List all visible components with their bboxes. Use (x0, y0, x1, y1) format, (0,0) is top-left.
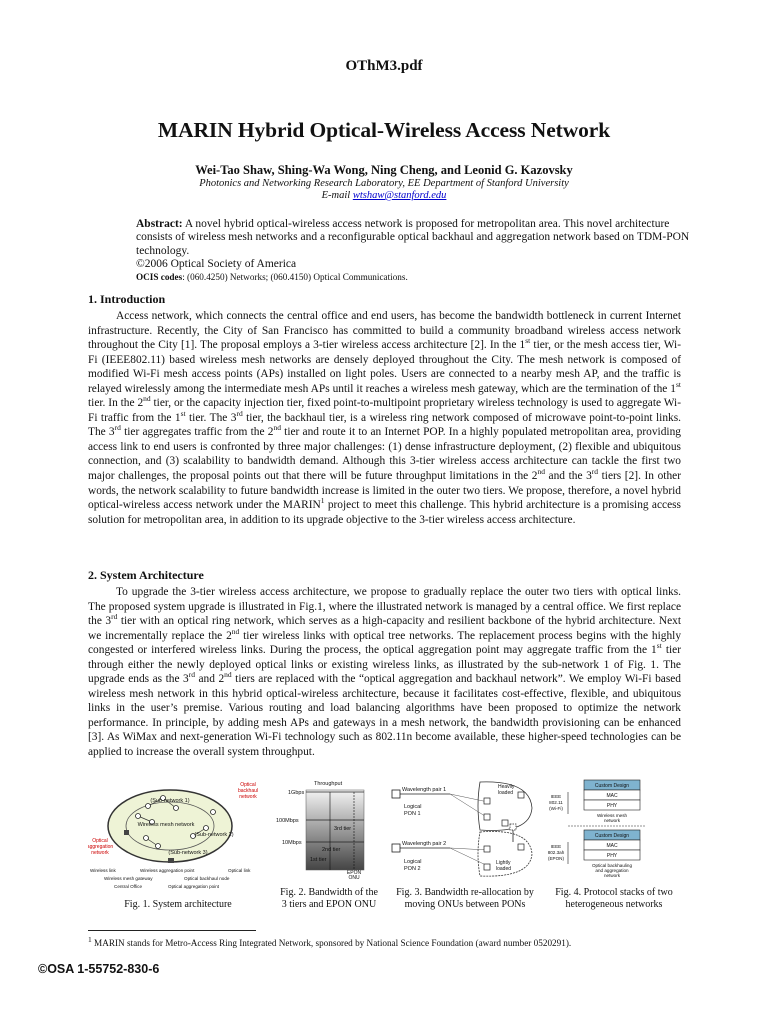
fig1-legend-wireless-aggregation: Wireless aggregation point (140, 868, 195, 873)
fig4-caption-line-1: Fig. 4. Protocol stacks of two (555, 887, 673, 898)
svg-text:PHY: PHY (606, 803, 618, 809)
fig1-sub1-label: (Sub-network 1) (150, 798, 190, 804)
figure-4-diagram (546, 778, 682, 880)
architecture-paragraph: To upgrade the 3-tier wireless access architecture, we propose to gradually replace the outer two tiers with optical links. The proposed system upgrade is illustrated in Fig.1, where the illustrated network is managed by a central office. We first replace the 3rd tier with an optical ring network, which serves as a high-capacity and resilient backbone of the hybrid architecture. Next we incrementally replace the 2nd tier wireless links with optical tree networks. The replacement process begins with the highly congested or interfered wireless links. During the process, the optical aggregation point may aggregate traffic from the 1st tier through either the newly deployed optical links or existing wireless links, as illustrated by the sub-network 1 of Fig. 1. The upgrade ends as the 3rd and 2nd tiers are replaced with the “optical aggregation and backhaul network”. We employ Wi-Fi based wireless mesh network in this hybrid optical-wireless architecture, because it facilitates cost-effective, flexible, and ubiquitous links in the user’s premise. Various routing and load balancing algorithms have been proposed to optimize the network performance. In principle, by adding mesh APs and gateways in a mesh network, the bandwidth provisioning can be enhanced [3]. As WiMax and next-generation Wi-Fi technology such as 802.11n become available, these higher-speed technologies can be applied to increase the overall system throughput. (88, 586, 682, 759)
section-heading-system-architecture: 2. System Architecture (88, 568, 204, 582)
ocis-label: OCIS codes (136, 272, 183, 283)
fig3-heavy-b: loaded (498, 790, 514, 796)
svg-text:and aggregation: and aggregation (595, 868, 629, 873)
fig1-legend-optical-aggregation: Optical aggregation point (168, 884, 220, 889)
footnote-text: MARIN stands for Metro-Access Ring Integrated Network, sponsored by National Science Foundation (award number 0520291). (91, 938, 572, 948)
fig1-aggregation-label-3: network (91, 850, 109, 856)
fig2-onu-label-2: ONU (348, 875, 360, 880)
figure-1 (88, 778, 268, 908)
fig3-pon1-b: PON 1 (404, 811, 421, 817)
fig1-legend-central-office: Central Office (114, 884, 142, 889)
svg-text:(EPON): (EPON) (547, 856, 565, 861)
fig3-pon1-a: Logical (404, 804, 422, 810)
fig1-backhaul-label-1: Optical (240, 782, 256, 788)
fig3-heavy-a: Heavily (498, 784, 515, 790)
fig2-tick-100mbps: 100Mbps (276, 818, 299, 824)
fig4-stack-1 (549, 780, 640, 823)
svg-text:Optical backhauling: Optical backhauling (591, 863, 633, 868)
svg-text:(Wi-Fi): (Wi-Fi) (549, 806, 563, 811)
fig2-caption-line-1: Fig. 2. Bandwidth of the (280, 887, 378, 898)
fig3-pon2-b: PON 2 (404, 866, 421, 872)
svg-text:PHY: PHY (606, 853, 618, 859)
svg-text:IEEE: IEEE (550, 844, 562, 849)
svg-text:Custom Design: Custom Design (594, 833, 630, 839)
figure-1-caption: Fig. 1. System architecture (124, 899, 232, 910)
fig3-pon2-a: Logical (404, 859, 422, 865)
fig2-onu-label-1: EPON (346, 870, 362, 876)
paper-authors: Wei-Tao Shaw, Shing-Wa Wong, Ning Cheng, and Leonid G. Kazovsky (195, 163, 573, 177)
fig1-legend-mesh-gateway: Wireless mesh gateway (104, 876, 153, 881)
fig2-tick-1gbps: 1Gbps (288, 790, 305, 796)
figure-2 (274, 778, 384, 908)
fig3-caption-line-1: Fig. 3. Bandwidth re-allocation by (396, 887, 534, 898)
introduction-body (88, 309, 681, 527)
svg-text:IEEE: IEEE (550, 794, 562, 799)
figure-3 (390, 778, 540, 908)
figure-2-caption (274, 887, 384, 910)
fig3-wp2: Wavelength pair 2 (402, 841, 447, 847)
svg-text:Wireless mesh: Wireless mesh (596, 813, 628, 818)
fig2-ylabel: Throughput (314, 781, 343, 787)
paper-affiliation: Photonics and Networking Research Laboratory, EE Department of Stanford University (199, 178, 569, 189)
figure-4 (546, 778, 682, 908)
fig1-legend-wireless-link: Wireless link (90, 868, 116, 873)
fig3-light-b: loaded (496, 866, 512, 872)
svg-text:MAC: MAC (606, 843, 618, 849)
osa-code: ©OSA 1-55752-830-6 (38, 962, 160, 976)
footnote (88, 934, 572, 948)
fig3-caption-line-2: moving ONUs between PONs (404, 898, 526, 910)
fig1-sub3-label: (Sub-network 3) (168, 850, 208, 856)
fig2-tier-1st: 1st tier (310, 857, 327, 863)
footnote-mark: 1 (88, 934, 92, 944)
figure-4-caption (546, 887, 682, 910)
paper-email-line (0, 190, 768, 201)
section-heading-introduction: 1. Introduction (88, 292, 166, 306)
svg-text:MAC: MAC (606, 793, 618, 799)
fig1-aggregation-label-2: aggregation (88, 844, 114, 850)
ocis-text: : (060.4250) Networks; (060.4150) Optical Communications. (182, 272, 408, 283)
fig3-wp1: Wavelength pair 1 (402, 787, 447, 793)
abstract (136, 218, 698, 284)
figure-3-caption (390, 887, 540, 910)
abstract-paragraph (136, 218, 698, 258)
email-prefix: E-mail (321, 190, 353, 201)
figure-3-diagram (390, 778, 540, 880)
ocis-codes (136, 271, 698, 284)
svg-text:802.11: 802.11 (549, 800, 563, 805)
fig4-stack-2 (548, 830, 640, 878)
fig3-light-a: Lightly (496, 860, 511, 866)
figure-1-diagram (88, 778, 268, 890)
fig1-mesh-label: Wireless mesh network (137, 822, 195, 828)
fig1-backhaul-label-3: network (239, 794, 257, 800)
fig2-caption-line-2: 3 tiers and EPON ONU (281, 898, 377, 910)
svg-text:802.3ah: 802.3ah (547, 850, 565, 855)
abstract-text: A novel hybrid optical-wireless access network is proposed for metropolitan area. This novel architecture consists of wireless mesh networks and a reconfigurable optical backhaul and aggregation network based on TDM-PON technology. (136, 218, 690, 257)
svg-text:network: network (603, 873, 621, 878)
fig1-legend-backhaul-node: Optical backhaul node (184, 876, 230, 881)
fig1-sub2-label: (Sub-network 2) (194, 832, 234, 838)
fig1-aggregation-label-1: Optical (92, 838, 108, 844)
fig2-tier-3rd: 3rd tier (334, 826, 352, 832)
fig2-tier-2nd: 2nd tier (322, 847, 341, 853)
fig1-backhaul-label-2: backhaul (237, 788, 259, 794)
fig1-legend-optical-link: Optical link (228, 868, 251, 873)
fig4-caption-line-2: heterogeneous networks (565, 898, 663, 910)
introduction-paragraph: Access network, which connects the central office and end users, has become the bandwidth bottleneck in current Internet infrastructure. Recently, the City of San Francisco has committed to build a community broadband wireless access network throughout the City [1]. The proposal employs a 3-tier wireless access architecture [2]. In the 1st tier, or the mesh access tier, Wi-Fi (IEEE802.11) based wireless mesh networks are densely deployed throughout the City. The mesh network is composed of modified Wi-Fi mesh access points (APs) installed on light poles. Users are connected to a nearby mesh AP, and the traffic is relayed wirelessly among the intermediate mesh APs until it reaches a wireless mesh gateway, which are the termination of the 1st tier. In the 2nd tier, or the capacity injection tier, fixed point-to-multipoint proprietary wireless technology is used to aggregate Wi-Fi traffic from the 1st tier. The 3rd tier, the backhaul tier, is a wireless ring network composed of microwave point-to-point links. The 3rd tier aggregates traffic from the 2nd tier and route it to an Internet POP. In a highly populated metropolitan area, providing access link to end users is confronted by three major challenges: (1) dense infrastructure deployment, (2) flexible and ubiquitous connection, and (3) scalability to bandwidth demand. Although this 3-tier wireless access architecture can tackle the first two major challenges, the proposal points out that there will be future throughput limitations in the 2nd and the 3rd tiers [2]. In other words, the network scalability to future bandwidth increase is limited in the outer two tiers. We propose, therefore, a novel hybrid optical-wireless access network under the MARIN$^1$ project to meet this challenge. This hybrid architecture is a promising access solution for metropolitan area, in addition to its upgrade objective to the 3-tier wireless access architecture. (88, 310, 681, 526)
svg-text:Custom Design: Custom Design (594, 783, 630, 789)
pdf-filename: OThM3.pdf (345, 58, 423, 74)
footnote-rule (88, 930, 256, 931)
architecture-body (88, 585, 681, 760)
abstract-copyright: ©2006 Optical Society of America (136, 257, 297, 270)
figure-2-chart (274, 778, 384, 880)
paper-title: MARIN Hybrid Optical-Wireless Access Network (157, 118, 611, 142)
fig2-tick-10mbps: 10Mbps (282, 840, 302, 846)
email-link[interactable]: wtshaw@stanford.edu (352, 190, 447, 201)
svg-text:network: network (603, 818, 621, 823)
abstract-label: Abstract: (136, 218, 183, 230)
